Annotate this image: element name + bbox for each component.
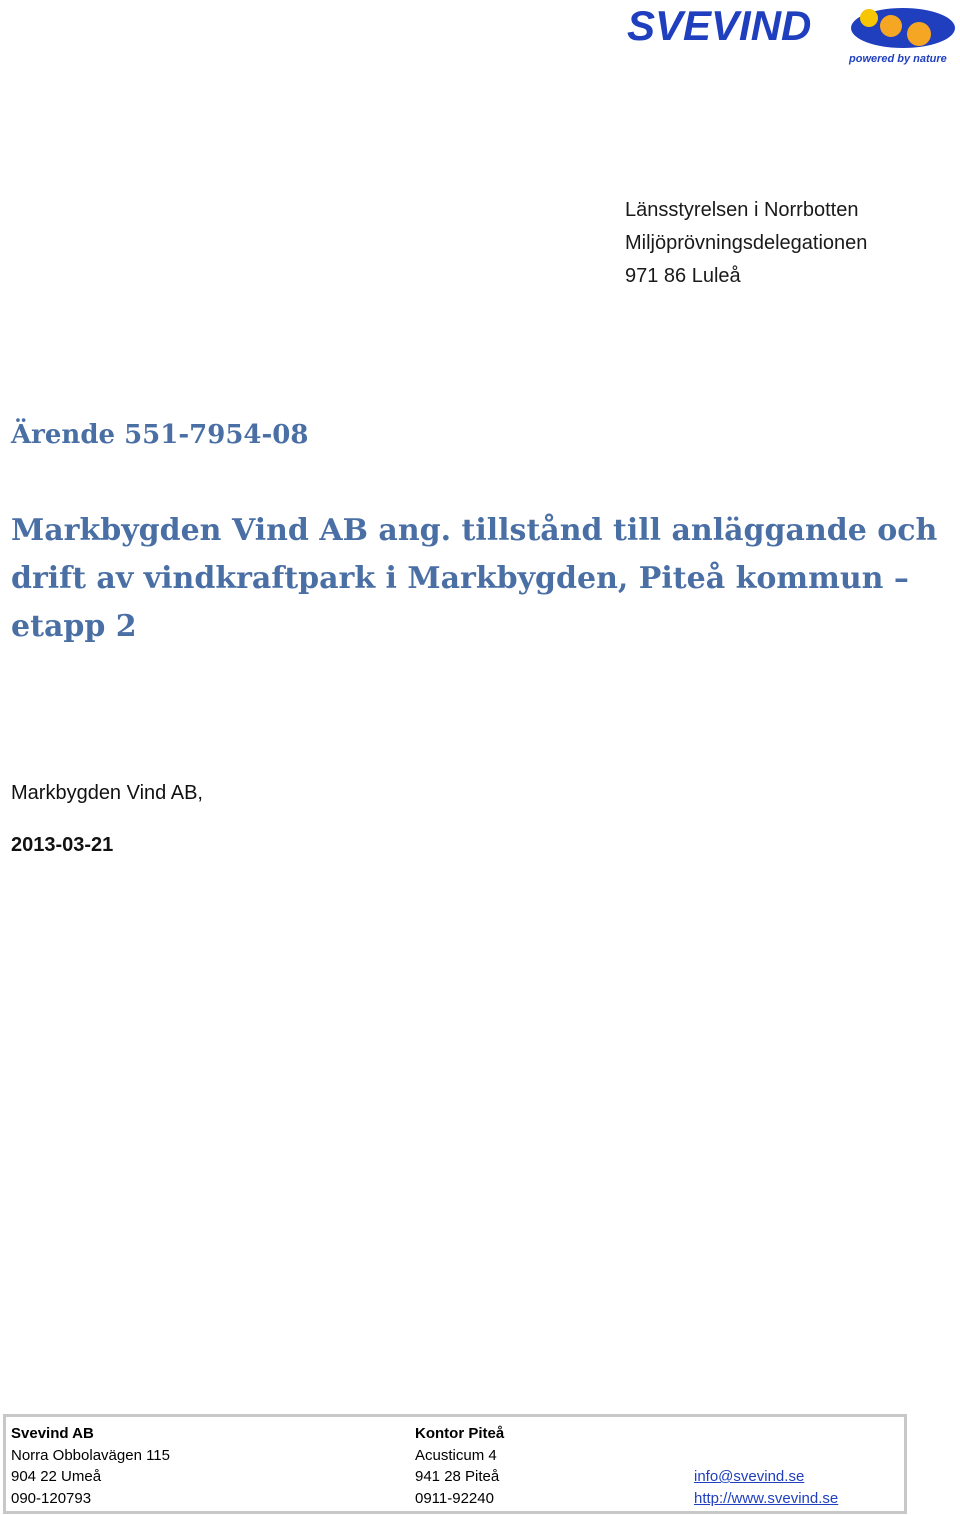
applicant-name: Markbygden Vind AB, [11, 782, 203, 804]
recipient-line: Miljöprövningsdelegationen [625, 232, 868, 254]
logo-tagline: powered by nature [849, 53, 947, 65]
document-date: 2013-03-21 [11, 834, 114, 856]
title-line: drift av vindkraftpark i Markbygden, Piteå kommun – [11, 561, 909, 596]
company-street: Norra Obbolavägen 115 [11, 1446, 170, 1464]
website-link[interactable]: http://www.svevind.se [694, 1489, 839, 1507]
company-postal: 904 22 Umeå [11, 1468, 102, 1485]
recipient-address [625, 194, 867, 293]
recipient-line: Länsstyrelsen i Norrbotten [625, 199, 859, 221]
footer-company [11, 1423, 170, 1509]
recipient-line: 971 86 Luleå [625, 265, 741, 287]
logo-wordmark: SVEVIND [627, 4, 812, 49]
office-phone: 0911-92240 [415, 1489, 494, 1507]
logo-dot-medium [880, 15, 902, 37]
document-title [11, 507, 946, 651]
office-street: Acusticum 4 [415, 1446, 497, 1464]
footer [3, 1414, 907, 1514]
svevind-logo [625, 4, 957, 66]
title-line: etapp 2 [11, 609, 137, 644]
company-name: Svevind AB [11, 1425, 94, 1442]
office-postal: 941 28 Piteå [415, 1468, 500, 1485]
logo-dot-small [860, 9, 878, 27]
footer-office [415, 1423, 504, 1509]
company-phone: 090-120793 [11, 1489, 92, 1507]
title-line: Markbygden Vind AB ang. tillstånd till anläggande och [11, 513, 938, 548]
email-link[interactable]: info@svevind.se [694, 1468, 805, 1485]
logo-graphic [625, 4, 957, 66]
office-name: Kontor Piteå [415, 1425, 505, 1442]
footer-contact [694, 1466, 838, 1509]
logo-dot-large [907, 22, 931, 46]
case-number: Ärende 551-7954-08 [11, 420, 309, 450]
